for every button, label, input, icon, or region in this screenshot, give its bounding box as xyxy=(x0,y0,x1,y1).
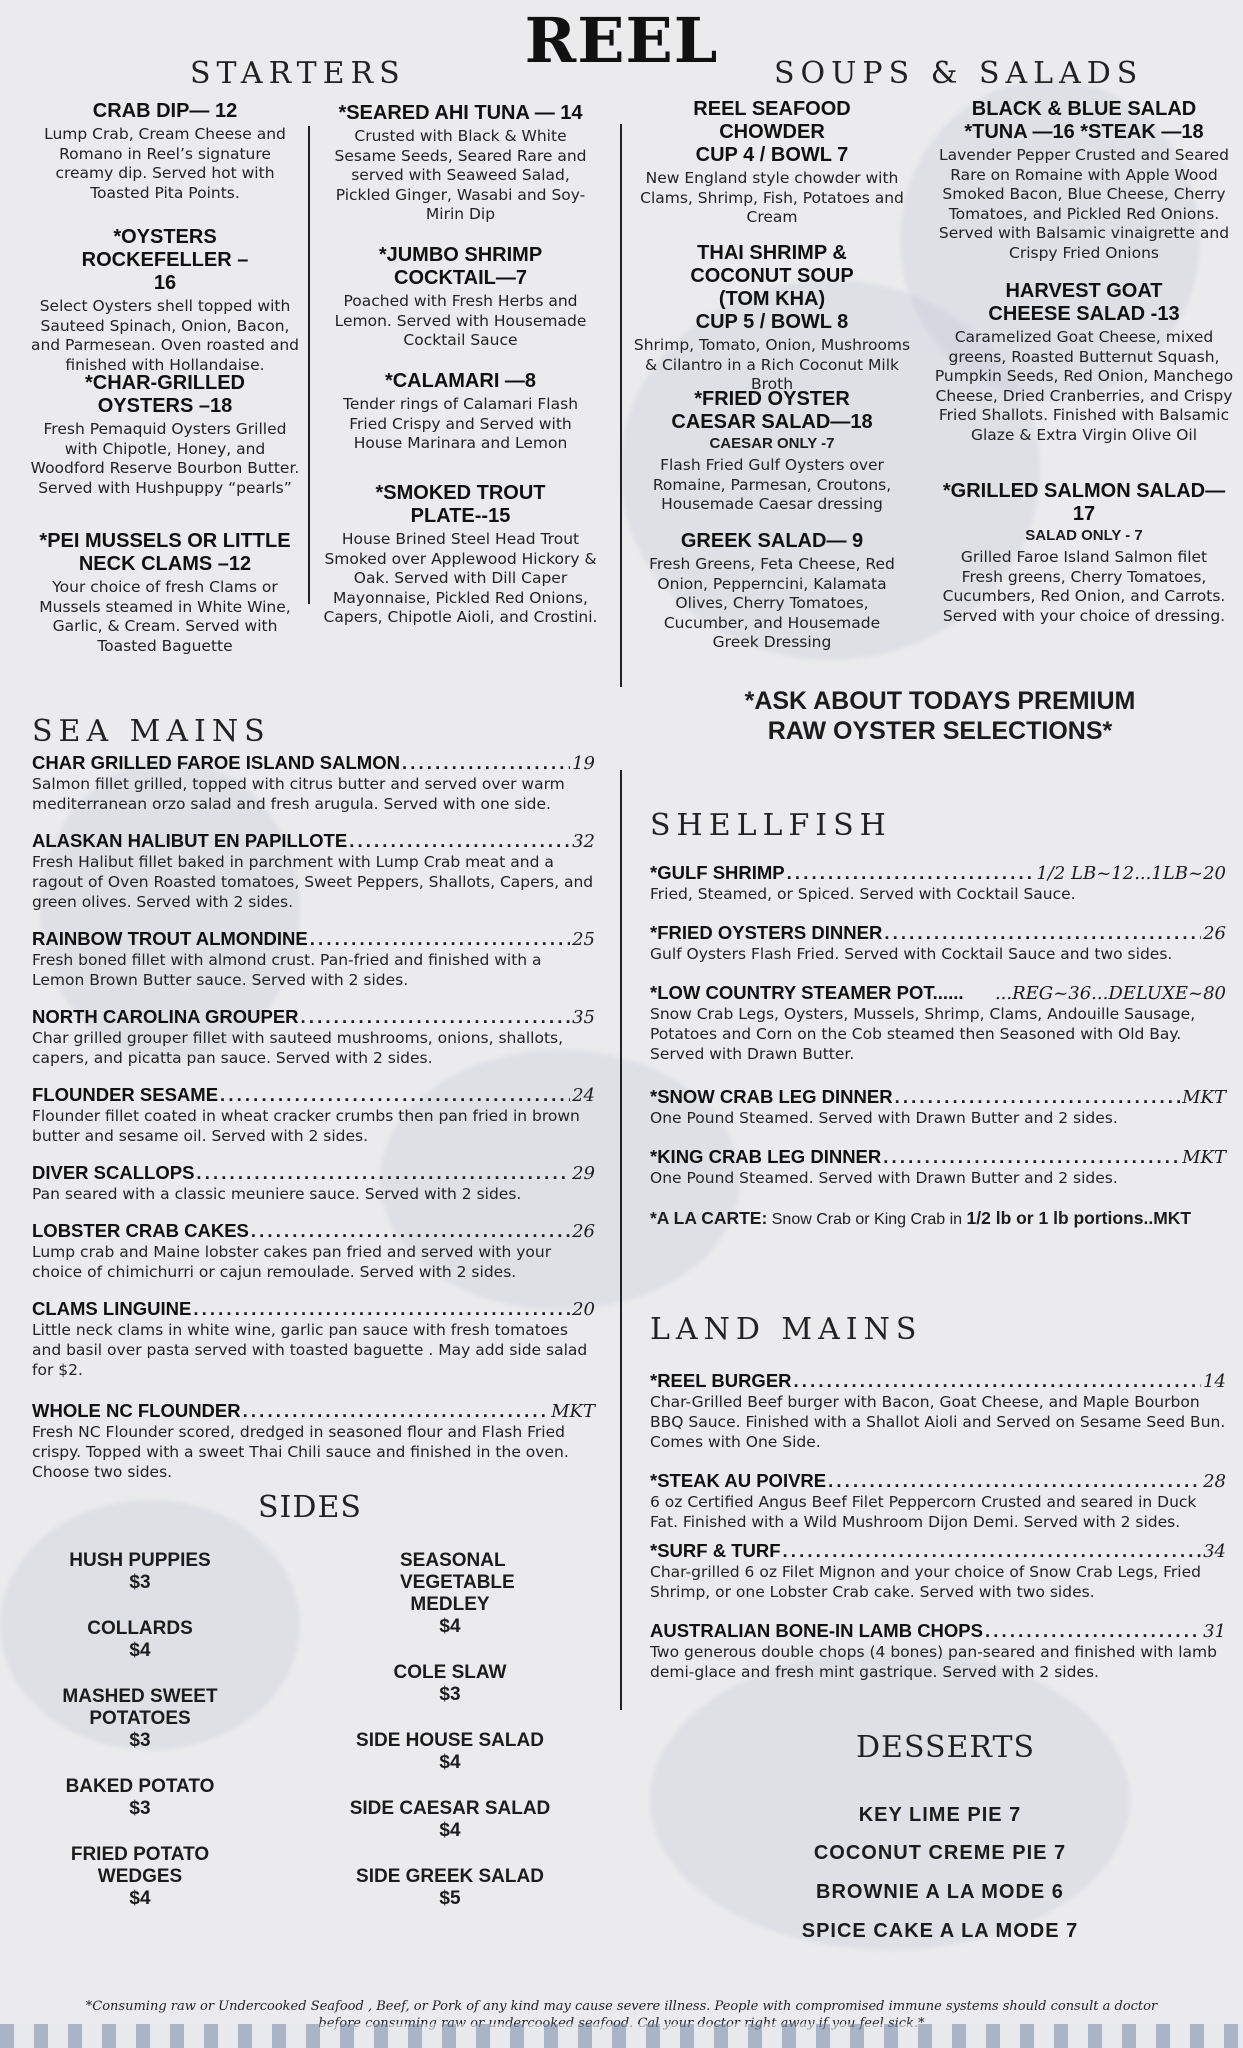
starter-item xyxy=(318,482,603,628)
item-description: 6 oz Certified Angus Beef Filet Peppercorn Crusted and seared in Duck Fat. Finished with a Wild Mushroom Dijon Demi. Served with 2 sides. xyxy=(650,1493,1197,1531)
item-description: Caramelized Goat Cheese, mixed greens, Roasted Butternut Squash, Pumpkin Seeds, Red Onion, Manchego Cheese, Dried Cranberries, and Crispy Fried Shallots. Finished with Balsamic Glaze & Extra Virgin Olive Oil xyxy=(934,328,1234,444)
side-price: $4 xyxy=(129,1640,151,1661)
soup-item xyxy=(632,388,912,515)
menu-row xyxy=(32,1298,595,1380)
side-name: SIDE CAESAR SALAD xyxy=(349,1798,551,1819)
item-title: HARVEST GOAT CHEESE SALAD -13 xyxy=(988,280,1180,325)
raw-oyster-promo: *ASK ABOUT TODAYS PREMIUM RAW OYSTER SELECTIONS* xyxy=(744,687,1136,745)
leader-dots xyxy=(220,1084,570,1106)
side-price: $5 xyxy=(439,1888,461,1909)
side-price: $4 xyxy=(439,1820,461,1841)
item-description: House Brined Steel Head Trout Smoked over Applewood Hickory & Oak. Served with Dill Caper Mayonnaise, Pickled Red Onions, Capers, Chipotle Aioli, and Crostini. xyxy=(323,530,598,626)
side-name: HUSH PUPPIES xyxy=(69,1550,211,1571)
item-description: Fresh Pemaquid Oysters Grilled with Chipotle, Honey, and Woodford Reserve Bourbon Butter. Served with Hushpuppy “pearls” xyxy=(30,420,300,497)
item-title: GREEK SALAD— 9 xyxy=(680,530,864,552)
dessert-item: SPICE CAKE A LA MODE 7 xyxy=(801,1920,1079,1942)
menu-row xyxy=(650,1470,1226,1532)
shellfish-title: SHELLFISH xyxy=(650,808,892,843)
leader-dots xyxy=(985,1620,1201,1642)
menu-row xyxy=(32,1162,595,1204)
leader-dots xyxy=(895,1086,1181,1108)
item-price: MKT xyxy=(551,1401,595,1422)
a-la-carte-text: Snow Crab or King Crab in xyxy=(767,1211,967,1228)
side-price: $4 xyxy=(439,1752,461,1773)
item-description: Char-Grilled Beef burger with Bacon, Goat Cheese, and Maple Bourbon BBQ Sauce. Finished with a Shallot Aioli and Served on Sesame Seed Bun. Comes with One Side. xyxy=(650,1393,1226,1451)
side-item xyxy=(40,1618,240,1662)
item-name: CLAMS LINGUINE xyxy=(32,1298,192,1319)
item-description: Crusted with Black & White Sesame Seeds, Seared Rare and served with Seaweed Salad, Pickled Ginger, Wasabi and Soy-Mirin Dip xyxy=(334,127,587,223)
item-name: FLOUNDER SESAME xyxy=(32,1084,219,1105)
restaurant-logo: REEL xyxy=(524,4,719,77)
menu-row xyxy=(650,922,1226,964)
item-description: Lump crab and Maine lobster cakes pan fried and served with your choice of chimichurri or cajun remoulade. Served with 2 sides. xyxy=(32,1243,552,1281)
item-name: WHOLE NC FLOUNDER xyxy=(32,1400,241,1421)
item-description: Salmon fillet grilled, topped with citrus butter and served over warm mediterranean orzo salad and fresh arugula. Served with one side. xyxy=(32,775,565,813)
side-price: $3 xyxy=(129,1730,151,1751)
item-name: RAINBOW TROUT ALMONDINE xyxy=(32,928,308,949)
side-price: $4 xyxy=(439,1616,461,1637)
item-description: Flash Fried Gulf Oysters over Romaine, Parmesan, Croutons, Housemade Caesar dressing xyxy=(652,456,892,513)
item-price: 24 xyxy=(572,1085,595,1106)
side-name: COLE SLAW xyxy=(393,1662,507,1683)
item-description: Fried, Steamed, or Spiced. Served with Cocktail Sauce. xyxy=(650,885,1076,903)
leader-dots xyxy=(884,922,1201,944)
item-description: Shrimp, Tomato, Onion, Mushrooms & Cilantro in a Rich Coconut Milk Broth xyxy=(633,336,911,393)
item-name: *FRIED OYSTERS DINNER xyxy=(650,922,883,943)
side-item xyxy=(40,1550,240,1594)
item-price: 34 xyxy=(1203,1541,1226,1562)
side-price: $3 xyxy=(439,1684,461,1705)
item-title: *PEI MUSSELS OR LITTLE NECK CLAMS –12 xyxy=(39,530,291,575)
menu-row xyxy=(650,1086,1226,1128)
item-description: Pan seared with a classic meuniere sauce. Served with 2 sides. xyxy=(32,1185,522,1203)
side-name: MASHED SWEET POTATOES xyxy=(62,1686,218,1729)
item-description: Poached with Fresh Herbs and Lemon. Served with Housemade Cocktail Sauce xyxy=(334,292,587,349)
item-title: *OYSTERS ROCKEFELLER –16 xyxy=(81,226,249,294)
leader-dots xyxy=(349,830,570,852)
side-item xyxy=(40,1776,240,1820)
leader-dots xyxy=(883,1146,1180,1168)
item-price: 19 xyxy=(572,753,595,774)
item-description: Little neck clams in white wine, garlic pan sauce with fresh tomatoes and basil over pasta served with toasted baguette . May add side salad for $2. xyxy=(32,1321,588,1379)
salad-item xyxy=(934,480,1234,626)
soup-item xyxy=(632,530,912,653)
starter-item xyxy=(24,530,306,656)
dessert-item: BROWNIE A LA MODE 6 xyxy=(816,1881,1064,1903)
item-title: *GRILLED SALMON SALAD—17 xyxy=(942,480,1226,525)
item-description: Fresh NC Flounder scored, dredged in seasoned flour and Flash Fried crispy. Topped with a sweet Thai Chili sauce and finished in the oven. Choose two sides. xyxy=(32,1423,569,1481)
item-title: *JUMBO SHRIMP COCKTAIL—7 xyxy=(378,244,543,289)
item-description: Char-grilled 6 oz Filet Mignon and your choice of Snow Crab Legs, Fried Shrimp, or one Lobster Crab cake. Served with two sides. xyxy=(650,1563,1201,1601)
item-title: *FRIED OYSTER CAESAR SALAD—18 xyxy=(671,388,873,433)
sides-title: SIDES xyxy=(258,1490,362,1525)
soup-item xyxy=(632,98,912,228)
item-name: NORTH CAROLINA GROUPER xyxy=(32,1006,299,1027)
item-title: *SMOKED TROUT PLATE--15 xyxy=(375,482,546,527)
item-price: 26 xyxy=(1203,923,1226,944)
item-description: Fresh Greens, Feta Cheese, Red Onion, Pepperncini, Kalamata Olives, Cherry Tomatoes, Cucumber, and Housemade Greek Dressing xyxy=(649,555,895,651)
item-name: CHAR GRILLED FAROE ISLAND SALMON xyxy=(32,752,400,773)
leader-dots xyxy=(787,862,1035,884)
item-description: One Pound Steamed. Served with Drawn Butter and 2 sides. xyxy=(650,1169,1118,1187)
item-price: MKT xyxy=(1182,1087,1226,1108)
starter-item xyxy=(30,226,300,375)
side-item xyxy=(350,1550,550,1638)
dessert-item: COCONUT CREME PIE 7 xyxy=(813,1842,1067,1864)
menu-row xyxy=(32,1400,595,1482)
item-description: Lump Crab, Cream Cheese and Romano in Reel’s signature creamy dip. Served hot with Toasted Pita Points. xyxy=(44,125,286,202)
starter-item xyxy=(318,102,603,225)
item-description: Fresh Halibut fillet baked in parchment with Lump Crab meat and a ragout of Oven Roasted tomatoes, Sweet Peppers, Shallots, Capers, and green olives. Served with 2 sides. xyxy=(32,853,594,911)
item-subtitle: SALAD ONLY - 7 xyxy=(1025,527,1143,544)
land-mains-title: LAND MAINS xyxy=(650,1312,923,1347)
item-description: Two generous double chops (4 bones) pan-seared and finished with lamb demi-glace and fresh mint gastrique. Served with 2 sides. xyxy=(650,1643,1217,1681)
menu-row xyxy=(650,1370,1226,1452)
item-description: New England style chowder with Clams, Shrimp, Fish, Potatoes and Cream xyxy=(640,169,904,226)
starter-item xyxy=(30,372,300,498)
menu-row xyxy=(32,752,595,814)
item-price: ...REG~36...DELUXE~80 xyxy=(994,983,1226,1004)
menu-row xyxy=(32,830,595,912)
item-name: *SURF & TURF xyxy=(650,1540,781,1561)
item-name: *KING CRAB LEG DINNER xyxy=(650,1146,882,1167)
side-price: $3 xyxy=(129,1798,151,1819)
side-name: FRIED POTATO WEDGES xyxy=(70,1844,210,1887)
leader-dots xyxy=(301,1006,571,1028)
item-name: DIVER SCALLOPS xyxy=(32,1162,195,1183)
item-price: 14 xyxy=(1203,1371,1226,1392)
salad-item xyxy=(930,280,1238,445)
menu-row xyxy=(32,928,595,990)
side-item xyxy=(340,1866,560,1910)
item-price: 20 xyxy=(572,1299,595,1320)
side-item xyxy=(340,1798,560,1842)
side-name: SIDE HOUSE SALAD xyxy=(356,1730,544,1751)
item-price: 32 xyxy=(572,831,595,852)
leader-dots xyxy=(828,1470,1201,1492)
item-name: ALASKAN HALIBUT EN PAPILLOTE xyxy=(32,830,348,851)
starters-title: STARTERS xyxy=(190,56,406,91)
marble-texture xyxy=(650,1650,1130,1950)
item-name: *LOW COUNTRY STEAMER POT...... xyxy=(650,982,964,1003)
center-divider-top xyxy=(620,124,622,687)
item-subtitle: CUP 5 / BOWL 8 xyxy=(695,311,849,333)
item-description: Char grilled grouper fillet with sauteed mushrooms, onions, shallots, capers, and picatta pan sauce. Served with 2 sides. xyxy=(32,1029,564,1067)
item-title: THAI SHRIMP & COCONUT SOUP (TOM KHA) xyxy=(690,242,854,310)
side-name: BAKED POTATO xyxy=(65,1776,215,1797)
marble-border xyxy=(0,2024,1243,2048)
menu-row xyxy=(32,1084,595,1146)
menu-row xyxy=(32,1220,595,1282)
item-description: Tender rings of Calamari Flash Fried Crispy and Served with House Marinara and Lemon xyxy=(342,395,579,452)
item-name: LOBSTER CRAB CAKES xyxy=(32,1220,249,1241)
leader-dots xyxy=(251,1220,570,1242)
a-la-carte-label: *A LA CARTE: xyxy=(650,1208,768,1228)
side-item xyxy=(40,1686,240,1752)
item-description: Gulf Oysters Flash Fried. Served with Cocktail Sauce and two sides. xyxy=(650,945,1173,963)
menu-row xyxy=(650,1620,1226,1682)
leader-dots xyxy=(402,752,570,774)
item-name: *REEL BURGER xyxy=(650,1370,792,1391)
side-item xyxy=(40,1844,240,1910)
item-description: Fresh boned fillet with almond crust. Pan-fried and finished with a Lemon Brown Butter sauce. Served with 2 sides. xyxy=(32,951,542,989)
item-price: 28 xyxy=(1203,1471,1226,1492)
item-title: BLACK & BLUE SALAD *TUNA —16 *STEAK —18 xyxy=(964,98,1204,143)
a-la-carte-portions: 1/2 lb or 1 lb portions..MKT xyxy=(966,1208,1192,1228)
item-price: 31 xyxy=(1203,1621,1226,1642)
item-title: CRAB DIP— 12 xyxy=(92,100,238,122)
a-la-carte-note xyxy=(650,1208,1226,1229)
item-price: 1/2 LB~12...1LB~20 xyxy=(1036,863,1226,884)
item-price: MKT xyxy=(1182,1147,1226,1168)
menu-row xyxy=(32,1006,595,1068)
menu-row xyxy=(650,1146,1226,1188)
leader-dots xyxy=(196,1162,570,1184)
leader-dots xyxy=(243,1400,549,1422)
soup-item xyxy=(628,242,916,395)
item-description: Lavender Pepper Crusted and Seared Rare on Romaine with Apple Wood Smoked Bacon, Blue Cheese, Cherry Tomatoes, and Pickled Red Onions. Served with Balsamic vinaigrette and Crispy Fried Onions xyxy=(938,146,1230,262)
item-title: *SEARED AHI TUNA — 14 xyxy=(338,102,583,124)
item-description: One Pound Steamed. Served with Drawn Butter and 2 sides. xyxy=(650,1109,1118,1127)
starter-item xyxy=(318,370,603,454)
item-description: Snow Crab Legs, Oysters, Mussels, Shrimp, Clams, Andouille Sausage, Potatoes and Corn on the Cob steamed then Seasoned with Old Bay. Served with Drawn Butter. xyxy=(650,1005,1196,1063)
soups-salads-title: SOUPS & SALADS xyxy=(774,56,1144,91)
item-description: Flounder fillet coated in wheat cracker crumbs then pan fried in brown butter and sesame oil. Served with 2 sides. xyxy=(32,1107,580,1145)
side-name: SEASONAL VEGETABLE MEDLEY xyxy=(400,1550,515,1615)
side-price: $4 xyxy=(129,1888,151,1909)
starter-item xyxy=(318,244,603,351)
salad-item xyxy=(934,98,1234,263)
item-subtitle: CAESAR ONLY -7 xyxy=(709,435,835,452)
side-item xyxy=(350,1662,550,1706)
side-item xyxy=(340,1730,560,1774)
item-name: AUSTRALIAN BONE-IN LAMB CHOPS xyxy=(650,1620,983,1641)
starter-item xyxy=(30,100,300,203)
item-subtitle: CUP 4 / BOWL 7 xyxy=(695,144,849,166)
menu-row xyxy=(650,982,1226,1064)
health-disclaimer: *Consuming raw or Undercooked Seafood , Beef, or Pork of any kind may cause severe illness. People with compromised immune systems should consult a doctor xyxy=(85,1999,1158,2014)
item-description: Your choice of fresh Clams or Mussels steamed in White Wine, Garlic, & Cream. Served with Toasted Baguette xyxy=(39,578,291,655)
sea-mains-title: SEA MAINS xyxy=(32,714,271,749)
item-title: REEL SEAFOOD CHOWDER xyxy=(693,98,851,143)
leader-dots xyxy=(193,1298,570,1320)
leader-dots xyxy=(794,1370,1202,1392)
item-price: 25 xyxy=(572,929,595,950)
item-price: 29 xyxy=(572,1163,595,1184)
starters-divider xyxy=(308,126,310,604)
center-divider-bottom xyxy=(620,770,622,1710)
item-title: *CHAR-GRILLED OYSTERS –18 xyxy=(85,372,245,417)
leader-dots xyxy=(783,1540,1202,1562)
desserts-title: DESSERTS xyxy=(856,1730,1036,1765)
item-description: Grilled Faroe Island Salmon filet Fresh greens, Cherry Tomatoes, Cucumbers, Red Onion, and Carrots. Served with your choice of dressing. xyxy=(942,548,1226,625)
item-name: *STEAK AU POIVRE xyxy=(650,1470,827,1491)
menu-row xyxy=(650,862,1226,904)
menu-row xyxy=(650,1540,1226,1602)
item-title: *CALAMARI —8 xyxy=(384,370,537,392)
side-price: $3 xyxy=(129,1572,151,1593)
item-name: *SNOW CRAB LEG DINNER xyxy=(650,1086,893,1107)
item-price: 26 xyxy=(572,1221,595,1242)
item-name: *GULF SHRIMP xyxy=(650,862,785,883)
side-name: SIDE GREEK SALAD xyxy=(356,1866,544,1887)
item-description: Select Oysters shell topped with Sauteed Spinach, Onion, Bacon, and Parmesean. Oven roasted and finished with Hollandaise. xyxy=(30,297,300,374)
side-name: COLLARDS xyxy=(87,1618,193,1639)
dessert-item: KEY LIME PIE 7 xyxy=(858,1804,1022,1826)
item-price: 35 xyxy=(572,1007,595,1028)
leader-dots xyxy=(310,928,570,950)
